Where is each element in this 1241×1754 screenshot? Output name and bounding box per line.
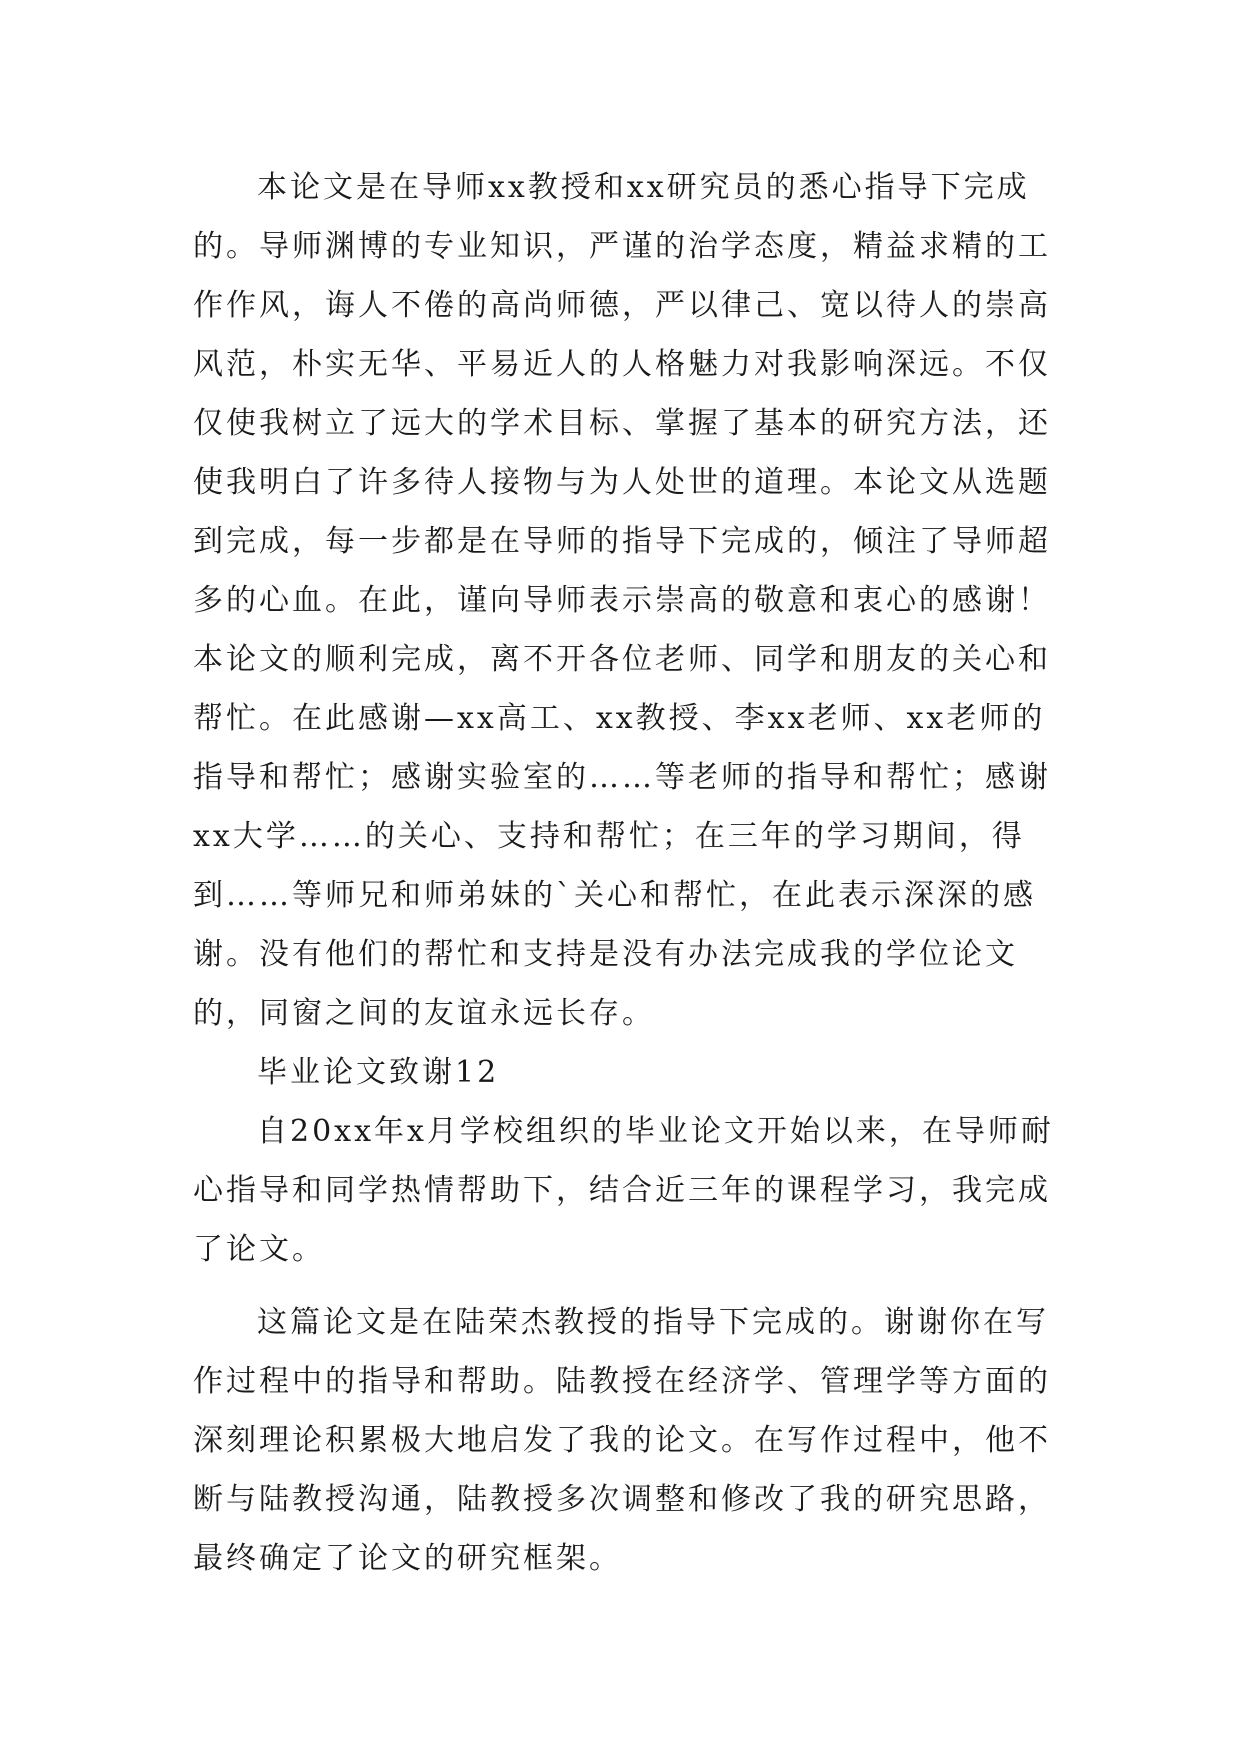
document-body [193, 158, 1055, 1588]
section-heading: 毕业论文致谢12 [257, 1055, 500, 1090]
acknowledgement-paragraph-1: 本论文是在导师xx教授和xx研究员的悉心指导下完成的。导师渊博的专业知识，严谨的治学态度，精益求精的工作作风，诲人不倦的高尚师德，严以律己、宽以待人的崇高风范，朴实无华、平易近人的人格魅力对我影响深远。不仅仅使我树立了远大的学术目标、掌握了基本的研究方法，还使我明白了许多待人接物与为人处世的道理。本论文从选题到完成，每一步都是在导师的指导下完成的，倾注了导师超多的心血。在此，谨向导师表示崇高的敬意和衷心的感谢！本论文的顺利完成，离不开各位老师、同学和朋友的关心和帮忙。在此感谢—xx高工、xx教授、李xx老师、xx老师的指导和帮忙；感谢实验室的……等老师的指导和帮忙；感谢xx大学……的关心、支持和帮忙；在三年的学习期间，得到……等师兄和师弟妹的`关心和帮忙，在此表示深深的感谢。没有他们的帮忙和支持是没有办法完成我的学位论文的，同窗之间的友谊永远长存。 [193, 170, 1051, 1031]
acknowledgement-paragraph-3: 这篇论文是在陆荣杰教授的指导下完成的。谢谢你在写作过程中的指导和帮助。陆教授在经济学、管理学等方面的深刻理论积累极大地启发了我的论文。在写作过程中，他不断与陆教授沟通，陆教授多次调整和修改了我的研究思路，最终确定了论文的研究框架。 [193, 1305, 1051, 1576]
acknowledgement-paragraph-2: 自20xx年x月学校组织的毕业论文开始以来，在导师耐心指导和同学热情帮助下，结合近三年的课程学习，我完成了论文。 [193, 1114, 1054, 1267]
